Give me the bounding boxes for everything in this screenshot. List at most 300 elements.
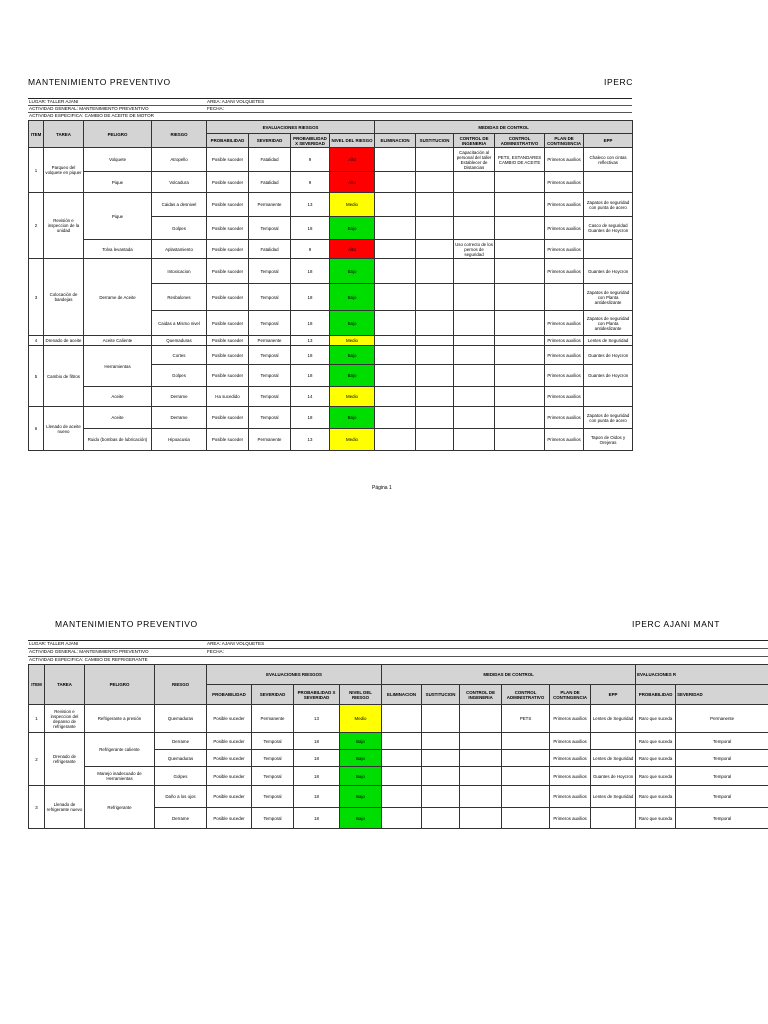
table-row bbox=[29, 193, 633, 217]
cell-severidad: Permanente bbox=[249, 193, 291, 217]
iperc-table-1 bbox=[28, 120, 633, 451]
cell-probabilidad-2: Raro que suceda bbox=[636, 767, 676, 786]
cell-prob-sev: 9 bbox=[291, 172, 330, 193]
cell-sustitucion bbox=[416, 387, 454, 407]
cell-item: 5 bbox=[29, 346, 44, 407]
header-item: ITEM bbox=[29, 121, 44, 148]
area-label: AREA: AJANI VOLQUETES bbox=[207, 99, 265, 104]
cell-control-ing bbox=[460, 750, 502, 767]
cell-prob-sev: 18 bbox=[294, 733, 340, 750]
cell-control-adm: PETS bbox=[502, 705, 550, 733]
cell-prob-sev: 18 bbox=[291, 284, 330, 311]
cell-probabilidad: Posible suceder bbox=[207, 148, 249, 172]
cell-sustitucion bbox=[416, 346, 454, 365]
cell-sustitucion bbox=[422, 767, 460, 786]
header-riesgo: RIESGO bbox=[155, 665, 207, 705]
header-tarea: TAREA bbox=[45, 665, 85, 705]
cell-epp: Guantes de Hoycron bbox=[584, 259, 633, 284]
cell-sustitucion bbox=[422, 733, 460, 750]
cell-control-adm bbox=[502, 767, 550, 786]
cell-nivel: Bajo bbox=[330, 259, 375, 284]
cell-prob-sev: 9 bbox=[291, 148, 330, 172]
cell-sustitucion bbox=[422, 705, 460, 733]
cell-sustitucion bbox=[416, 311, 454, 336]
cell-prob-sev: 18 bbox=[291, 217, 330, 240]
cell-control-ing bbox=[454, 336, 495, 346]
cell-control-adm bbox=[495, 429, 545, 451]
page-title: MANTENIMIENTO PREVENTIVO bbox=[55, 619, 198, 629]
cell-probabilidad: Posible suceder bbox=[207, 346, 249, 365]
cell-severidad: Temporal bbox=[252, 733, 294, 750]
cell-prob-sev: 9 bbox=[291, 240, 330, 259]
cell-probabilidad: Posible suceder bbox=[207, 336, 249, 346]
cell-nivel: Medio bbox=[330, 387, 375, 407]
header-evaluaciones: EVALUACIONES RIESGOS bbox=[207, 121, 375, 134]
cell-eliminacion bbox=[375, 148, 416, 172]
cell-probabilidad-2: Raro que suceda bbox=[636, 808, 676, 829]
cell-plan: Primeros auxilios bbox=[545, 311, 584, 336]
cell-control-adm bbox=[495, 387, 545, 407]
header-prob-sev: PROBABILIDAD X SEVERIDAD bbox=[291, 134, 330, 148]
cell-control-ing bbox=[454, 407, 495, 429]
cell-control-ing bbox=[460, 808, 502, 829]
cell-peligro: Aceite Caliente bbox=[84, 336, 152, 346]
cell-epp: Zapatos de seguridad con Planta antideslizante bbox=[584, 284, 633, 311]
cell-probabilidad: Posible suceder bbox=[207, 217, 249, 240]
cell-eliminacion bbox=[375, 217, 416, 240]
cell-peligro: Refrigerante bbox=[85, 786, 155, 829]
divider bbox=[28, 98, 632, 99]
cell-sustitucion bbox=[416, 284, 454, 311]
cell-control-ing bbox=[454, 311, 495, 336]
cell-sustitucion bbox=[416, 407, 454, 429]
cell-tarea: Parqueo del volquete en piquer bbox=[44, 148, 84, 193]
cell-riesgo: Derrame bbox=[155, 808, 207, 829]
header-control-ing: CONTROL DE INGENERIA bbox=[460, 685, 502, 705]
cell-prob-sev: 18 bbox=[294, 750, 340, 767]
cell-sustitucion bbox=[416, 336, 454, 346]
cell-control-adm bbox=[495, 193, 545, 217]
cell-plan: Primeros auxilios bbox=[545, 240, 584, 259]
cell-prob-sev: 18 bbox=[291, 407, 330, 429]
cell-probabilidad: Posible suceder bbox=[207, 786, 252, 808]
cell-epp: Casco de seguridad Guantes de Hoycron bbox=[584, 217, 633, 240]
cell-sustitucion bbox=[416, 193, 454, 217]
page-title-right: IPERC bbox=[604, 77, 633, 87]
table-row bbox=[29, 786, 768, 808]
header-control-ing: CONTROL DE INGENERIA bbox=[454, 134, 495, 148]
cell-probabilidad-2: Raro que suceda bbox=[636, 786, 676, 808]
cell-eliminacion bbox=[382, 705, 422, 733]
cell-prob-sev: 18 bbox=[294, 767, 340, 786]
header-riesgo: RIESGO bbox=[152, 121, 207, 148]
cell-prob-sev: 18 bbox=[291, 365, 330, 387]
cell-control-ing bbox=[454, 429, 495, 451]
cell-riesgo: Golpes bbox=[152, 217, 207, 240]
cell-control-adm bbox=[495, 346, 545, 365]
cell-nivel: Bajo bbox=[340, 733, 382, 750]
cell-nivel: Bajo bbox=[330, 365, 375, 387]
cell-probabilidad: Posible suceder bbox=[207, 733, 252, 750]
cell-eliminacion bbox=[382, 750, 422, 767]
divider bbox=[28, 105, 632, 106]
cell-severidad: Permanente bbox=[249, 336, 291, 346]
cell-epp bbox=[584, 172, 633, 193]
cell-tarea: Drenado de refrigerante bbox=[45, 733, 85, 786]
cell-plan: Primeros auxilios bbox=[550, 808, 591, 829]
cell-probabilidad-2: Raro que suceda bbox=[636, 733, 676, 750]
cell-probabilidad-2: Raro que suceda bbox=[636, 705, 676, 733]
cell-plan: Primeros auxilios bbox=[550, 733, 591, 750]
header-nivel: NIVEL DEL RIESGO bbox=[330, 134, 375, 148]
cell-peligro: Herramientas bbox=[84, 346, 152, 387]
divider bbox=[28, 640, 768, 641]
cell-plan: Primeros auxilios bbox=[545, 259, 584, 284]
cell-epp: Lentes de Seguridad bbox=[591, 750, 636, 767]
cell-nivel: Bajo bbox=[340, 786, 382, 808]
cell-nivel: Bajo bbox=[330, 311, 375, 336]
cell-prob-sev: 18 bbox=[294, 786, 340, 808]
cell-riesgo: Derrame bbox=[155, 733, 207, 750]
cell-epp: Chaleco con cintas reflectivas bbox=[584, 148, 633, 172]
cell-eliminacion bbox=[375, 407, 416, 429]
cell-epp: Lentes de Seguridad bbox=[584, 336, 633, 346]
cell-nivel: Medio bbox=[330, 429, 375, 451]
cell-epp bbox=[591, 808, 636, 829]
cell-control-adm bbox=[502, 786, 550, 808]
cell-nivel: Bajo bbox=[340, 808, 382, 829]
cell-control-ing bbox=[454, 217, 495, 240]
table-row bbox=[29, 346, 633, 365]
cell-prob-sev: 13 bbox=[294, 705, 340, 733]
cell-prob-sev: 13 bbox=[291, 193, 330, 217]
cell-control-ing: Uso correcto de los pernos de seguridad bbox=[455, 241, 493, 257]
cell-sustitucion bbox=[416, 240, 454, 259]
cell-tarea: Cambio de filtros bbox=[44, 346, 84, 407]
cell-plan: Primeros auxilios bbox=[545, 387, 584, 407]
cell-probabilidad: Posible suceder bbox=[207, 767, 252, 786]
cell-eliminacion bbox=[375, 429, 416, 451]
header-control-adm: CONTROL ADMINISTRATIVO bbox=[502, 685, 550, 705]
table-row bbox=[29, 148, 633, 172]
cell-tarea: Colocación de bandejas bbox=[44, 259, 84, 336]
cell-plan: Primeros auxilios bbox=[545, 429, 584, 451]
cell-prob-sev: 13 bbox=[291, 336, 330, 346]
cell-severidad: Temporal bbox=[249, 259, 291, 284]
header-item: ITEM bbox=[29, 665, 45, 705]
actividad-especifica-label: ACTIVIDAD ESPECIFICA: CAMBIO DE ACEITE DE MOTOR bbox=[29, 113, 154, 118]
cell-riesgo: Resbalones bbox=[152, 284, 207, 311]
header-peligro: PELIGRO bbox=[84, 121, 152, 148]
cell-riesgo: Caidas a Mismo nivel bbox=[152, 311, 207, 336]
cell-control-ing bbox=[454, 259, 495, 284]
cell-nivel: Bajo bbox=[330, 217, 375, 240]
divider bbox=[28, 648, 768, 649]
cell-severidad: Fatalidad bbox=[249, 240, 291, 259]
table-row bbox=[29, 767, 768, 786]
cell-peligro: Pique bbox=[84, 172, 152, 193]
cell-plan: Primeros auxilios bbox=[550, 750, 591, 767]
header-severidad: SEVERIDAD bbox=[249, 134, 291, 148]
cell-severidad: Temporal bbox=[249, 407, 291, 429]
cell-nivel: Medio bbox=[340, 705, 382, 733]
iperc-table-2 bbox=[28, 664, 768, 829]
cell-probabilidad: Posible suceder bbox=[207, 240, 249, 259]
cell-prob-sev: 18 bbox=[291, 346, 330, 365]
cell-riesgo: Derrame bbox=[152, 387, 207, 407]
cell-probabilidad: Posible suceder bbox=[207, 259, 249, 284]
cell-peligro: Aceite bbox=[84, 407, 152, 429]
cell-epp: Zapatos de seguridad con punta de acero bbox=[584, 193, 633, 217]
cell-severidad: Temporal bbox=[252, 767, 294, 786]
cell-sustitucion bbox=[422, 786, 460, 808]
cell-eliminacion bbox=[382, 808, 422, 829]
cell-epp: Guantes de Hoycron bbox=[584, 365, 633, 387]
cell-peligro: Pique bbox=[84, 193, 152, 240]
cell-prob-sev: 18 bbox=[291, 311, 330, 336]
cell-item: 1 bbox=[29, 705, 45, 733]
cell-severidad: Temporal bbox=[249, 387, 291, 407]
cell-riesgo: Derrame bbox=[152, 407, 207, 429]
cell-severidad: Permanente bbox=[249, 429, 291, 451]
cell-eliminacion bbox=[375, 259, 416, 284]
cell-prob-sev: 14 bbox=[291, 387, 330, 407]
cell-control-adm bbox=[502, 808, 550, 829]
cell-severidad-2: Temporal bbox=[676, 733, 768, 750]
cell-control-ing bbox=[454, 193, 495, 217]
cell-control-ing bbox=[454, 387, 495, 407]
header-eliminacion: ELIMINACION bbox=[382, 685, 422, 705]
header-tarea: TAREA bbox=[44, 121, 84, 148]
header-sustitucion: SUSTITUCION bbox=[422, 685, 460, 705]
cell-control-ing bbox=[454, 284, 495, 311]
cell-control-ing bbox=[460, 786, 502, 808]
cell-nivel: Medio bbox=[330, 336, 375, 346]
cell-epp: Zapatos de seguridad con Planta antideslizante bbox=[584, 311, 633, 336]
cell-tarea: Drenado de aceite bbox=[44, 336, 84, 346]
cell-riesgo: Aplastamiento bbox=[152, 240, 207, 259]
cell-probabilidad: Posible suceder bbox=[207, 311, 249, 336]
cell-nivel: Bajo bbox=[340, 750, 382, 767]
page-title-right: IPERC AJANI MANT bbox=[632, 619, 721, 629]
header-eliminacion: ELIMINACION bbox=[375, 134, 416, 148]
cell-peligro: Refrigerante a presión bbox=[85, 705, 155, 733]
lugar-label: LUGAR: TALLER AJANI bbox=[29, 641, 79, 646]
cell-peligro: Ruido (bombas de lubricación) bbox=[84, 429, 152, 451]
cell-epp bbox=[591, 733, 636, 750]
cell-nivel: Alto bbox=[330, 148, 375, 172]
cell-riesgo: Volcadura bbox=[152, 172, 207, 193]
header-evaluaciones-2: EVALUACIONES R bbox=[636, 665, 768, 685]
cell-sustitucion bbox=[416, 429, 454, 451]
cell-control-adm bbox=[495, 336, 545, 346]
header-plan: PLAN DE CONTINGENCIA bbox=[550, 685, 591, 705]
cell-severidad-2: Permanente bbox=[676, 705, 768, 733]
cell-eliminacion bbox=[375, 387, 416, 407]
cell-sustitucion bbox=[416, 148, 454, 172]
cell-control-adm: PETS, ESTANDARES CAMBIO DE ACEITE bbox=[495, 148, 545, 172]
header-sustitucion: SUSTITUCION bbox=[416, 134, 454, 148]
fecha-label: FECHA: bbox=[207, 649, 224, 654]
cell-plan: Primeros auxilios bbox=[545, 172, 584, 193]
cell-probabilidad: Posible suceder bbox=[207, 365, 249, 387]
cell-probabilidad: Ha sucedido bbox=[207, 387, 249, 407]
cell-plan: Primeros auxilios bbox=[545, 193, 584, 217]
cell-plan: Primeros auxilios bbox=[550, 767, 591, 786]
cell-riesgo: Hipoacusia bbox=[152, 429, 207, 451]
cell-plan: Primeros auxilios bbox=[545, 217, 584, 240]
cell-riesgo: Golpes bbox=[152, 365, 207, 387]
header-nivel: NIVEL DEL RIESGO bbox=[340, 685, 382, 705]
cell-severidad: Temporal bbox=[249, 217, 291, 240]
cell-peligro: Volquete bbox=[84, 148, 152, 172]
cell-prob-sev: 18 bbox=[291, 259, 330, 284]
header-control-adm: CONTROL ADMINISTRATIVO bbox=[495, 134, 545, 148]
cell-severidad: Temporal bbox=[249, 311, 291, 336]
cell-severidad-2: Temporal bbox=[676, 767, 768, 786]
cell-probabilidad: Posible suceder bbox=[207, 172, 249, 193]
cell-eliminacion bbox=[382, 786, 422, 808]
table-row bbox=[29, 705, 768, 733]
actividad-general-label: ACTIVIDAD GENERAL: MANTENIMIENTO PREVENTIVO bbox=[29, 106, 149, 111]
cell-riesgo: Quemaduras bbox=[152, 336, 207, 346]
cell-prob-sev: 18 bbox=[294, 808, 340, 829]
cell-epp: Lentes de Seguridad bbox=[591, 705, 636, 733]
cell-control-adm bbox=[495, 217, 545, 240]
header-severidad-2: SEVERIDAD bbox=[676, 685, 768, 705]
cell-probabilidad: Posible suceder bbox=[207, 705, 252, 733]
actividad-especifica-label: ACTIVIDAD ESPECIFICA: CAMBIO DE REFRIGERANTE bbox=[29, 657, 148, 662]
cell-control-adm bbox=[495, 311, 545, 336]
table-row bbox=[29, 240, 633, 259]
cell-epp: Guantes de Hoycron bbox=[584, 346, 633, 365]
table-row bbox=[29, 172, 633, 193]
divider bbox=[28, 656, 768, 657]
cell-control-ing bbox=[460, 705, 502, 733]
header-epp: EPP bbox=[591, 685, 636, 705]
header-epp: EPP bbox=[584, 134, 633, 148]
cell-severidad: Temporal bbox=[249, 284, 291, 311]
actividad-general-label: ACTIVIDAD GENERAL: MANTENIMIENTO PREVENTIVO bbox=[29, 649, 149, 654]
cell-eliminacion bbox=[375, 193, 416, 217]
cell-riesgo: Daño a los ojos bbox=[155, 786, 207, 808]
cell-plan: Primeros auxilios bbox=[550, 705, 591, 733]
cell-nivel: Bajo bbox=[330, 284, 375, 311]
lugar-label: LUGAR: TALLER AJANI bbox=[29, 99, 79, 104]
cell-peligro: Derrame de Aceite bbox=[84, 259, 152, 336]
header-probabilidad: PROBABILIDAD bbox=[207, 134, 249, 148]
cell-control-adm bbox=[495, 172, 545, 193]
cell-severidad: Fatalidad bbox=[249, 172, 291, 193]
cell-control-ing bbox=[454, 346, 495, 365]
cell-item: 1 bbox=[29, 148, 44, 193]
cell-eliminacion bbox=[382, 733, 422, 750]
cell-nivel: Alto bbox=[330, 240, 375, 259]
header-plan: PLAN DE CONTINGENCIA bbox=[545, 134, 584, 148]
cell-riesgo: Golpes bbox=[155, 767, 207, 786]
cell-control-ing bbox=[460, 767, 502, 786]
cell-riesgo: Intoxicacion bbox=[152, 259, 207, 284]
cell-severidad: Permanente bbox=[252, 705, 294, 733]
cell-eliminacion bbox=[375, 284, 416, 311]
cell-probabilidad-2: Raro que suceda bbox=[636, 750, 676, 767]
cell-item: 6 bbox=[29, 407, 44, 451]
cell-control-adm bbox=[495, 240, 545, 259]
page-title: MANTENIMIENTO PREVENTIVO bbox=[28, 77, 171, 87]
cell-riesgo: Atropello bbox=[152, 148, 207, 172]
table-row bbox=[29, 259, 633, 284]
cell-sustitucion bbox=[416, 172, 454, 193]
cell-control-ing bbox=[460, 733, 502, 750]
table-row bbox=[29, 387, 633, 407]
cell-severidad: Temporal bbox=[249, 365, 291, 387]
cell-sustitucion bbox=[416, 217, 454, 240]
cell-item: 2 bbox=[29, 193, 44, 259]
header-medidas: MEDIDAS DE CONTROL bbox=[375, 121, 633, 134]
table-row bbox=[29, 733, 768, 750]
cell-severidad: Temporal bbox=[252, 786, 294, 808]
cell-control-adm bbox=[495, 407, 545, 429]
cell-severidad-2: Temporal bbox=[676, 750, 768, 767]
cell-plan bbox=[545, 284, 584, 311]
cell-severidad: Fatalidad bbox=[249, 148, 291, 172]
cell-peligro: Aceite bbox=[84, 387, 152, 407]
cell-item: 3 bbox=[29, 259, 44, 336]
cell-sustitucion bbox=[416, 259, 454, 284]
header-prob-sev: PROBABILIDAD X SEVERIDAD bbox=[294, 685, 340, 705]
cell-control-ing: Capacitación al personal del taller Establecer de Distancias bbox=[454, 148, 495, 172]
cell-eliminacion bbox=[382, 767, 422, 786]
cell-riesgo: Quemaduras bbox=[155, 705, 207, 733]
cell-riesgo: Cortes bbox=[152, 346, 207, 365]
cell-probabilidad: Posible suceder bbox=[207, 407, 249, 429]
cell-epp: Guantes de Hoycron bbox=[591, 767, 636, 786]
cell-plan: Primeros auxilios bbox=[550, 786, 591, 808]
cell-sustitucion bbox=[416, 365, 454, 387]
cell-probabilidad: Posible suceder bbox=[207, 193, 249, 217]
cell-probabilidad: Posible suceder bbox=[207, 750, 252, 767]
cell-epp: Lentes de Seguridad bbox=[591, 786, 636, 808]
cell-tarea: Revision e inspeccion del depanso de refrigerante bbox=[45, 705, 85, 733]
cell-eliminacion bbox=[375, 346, 416, 365]
cell-probabilidad: Posible suceder bbox=[207, 284, 249, 311]
cell-riesgo: Quemaduras bbox=[155, 750, 207, 767]
cell-control-adm bbox=[502, 733, 550, 750]
cell-plan: Primeros auxilios bbox=[545, 365, 584, 387]
cell-peligro: Manejo inadecuado de Herramientas bbox=[85, 767, 155, 786]
cell-tarea: Revisión e inspeccion de la unidad bbox=[44, 193, 84, 259]
cell-tarea: Llenado de refrigerante nuevo bbox=[45, 786, 85, 829]
cell-eliminacion bbox=[375, 365, 416, 387]
cell-epp bbox=[584, 387, 633, 407]
cell-severidad: Temporal bbox=[252, 750, 294, 767]
cell-severidad: Temporal bbox=[252, 808, 294, 829]
header-peligro: PELIGRO bbox=[85, 665, 155, 705]
cell-plan: Primeros auxilios bbox=[545, 148, 584, 172]
cell-probabilidad: Posible suceder bbox=[207, 808, 252, 829]
cell-severidad-2: Temporal bbox=[676, 786, 768, 808]
cell-eliminacion bbox=[375, 311, 416, 336]
header-probabilidad-2: PROBABILIDAD bbox=[636, 685, 676, 705]
cell-nivel: Medio bbox=[330, 193, 375, 217]
divider bbox=[28, 112, 632, 113]
cell-nivel: Bajo bbox=[330, 346, 375, 365]
cell-peligro: Refrigerante caliente bbox=[85, 733, 155, 767]
header-probabilidad: PROBABILIDAD bbox=[207, 685, 252, 705]
cell-peligro: Tolva levantada bbox=[84, 240, 152, 259]
cell-severidad: Temporal bbox=[249, 346, 291, 365]
cell-riesgo: Caidas a desnivel bbox=[152, 193, 207, 217]
